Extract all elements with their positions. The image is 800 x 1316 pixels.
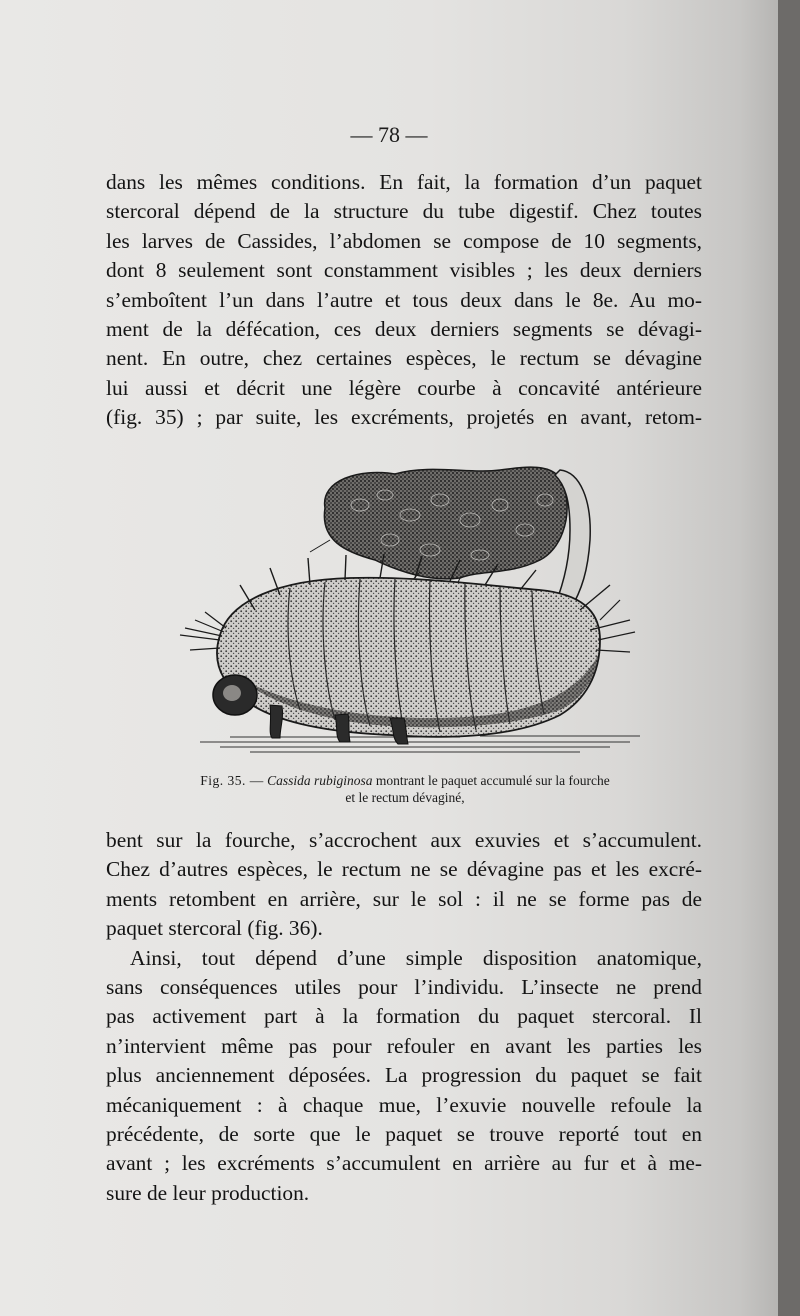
caption-species: Cassida rubiginosa [267, 773, 373, 788]
text-line: avant ; les excréments s’accumulent en arrière au fur et à me- [106, 1151, 702, 1176]
text-line: ments retombent en arrière, sur le sol : il ne se forme pas de [106, 886, 702, 911]
caption-line1: montrant le paquet accumulé sur la fourche [375, 773, 610, 788]
text-line: ment de la défécation, ces deux derniers segments se dévagi- [106, 317, 702, 342]
text-line: nent. En outre, chez certaines espèces, le rectum se dévagine [106, 346, 702, 371]
text-line: (fig. 35) ; par suite, les excréments, projetés en avant, retom- [106, 405, 702, 430]
text-line: Chez d’autres espèces, le rectum ne se dévagine pas et les excré- [106, 857, 702, 882]
text-line: lui aussi et décrit une légère courbe à concavité antérieure [106, 375, 702, 400]
figure-caption [100, 772, 710, 806]
text-line: les larves de Cassides, l’abdomen se compose de 10 segments, [106, 228, 702, 253]
figure-35 [160, 460, 660, 760]
text-line: Ainsi, tout dépend d’une simple disposition anatomique, [130, 945, 702, 970]
larva-with-fecal-packet-illustration [160, 460, 660, 760]
text-line: paquet stercoral (fig. 36). [106, 916, 323, 941]
text-line: plus anciennement déposées. La progression du paquet se fait [106, 1063, 702, 1088]
text-line: mécaniquement : à chaque mue, l’exuvie nouvelle refoule la [106, 1092, 702, 1117]
text-line: stercoral dépend de la structure du tube digestif. Chez toutes [106, 199, 702, 224]
text-line: sans conséquences utiles pour l’individu. L’insecte ne prend [106, 975, 702, 1000]
larva-head [213, 675, 257, 715]
text-line: bent sur la fourche, s’accrochent aux exuvies et s’accumulent. [106, 828, 702, 852]
ground-lines [200, 736, 640, 752]
text-line: n’intervient même pas pour refouler en avant les parties les [106, 1033, 702, 1058]
caption-label: Fig. 35. — [200, 773, 264, 788]
text-line: s’emboîtent l’un dans l’autre et tous deux dans le 8e. Au mo- [106, 287, 702, 312]
body-text-bottom [106, 826, 702, 1208]
caption-line2: et le rectum dévaginé, [345, 790, 465, 805]
body-text-top [106, 168, 702, 433]
text-line: sure de leur production. [106, 1180, 310, 1205]
text-line: dans les mêmes conditions. En fait, la formation d’un paquet [106, 170, 702, 194]
page-number: — 78 — [350, 122, 428, 147]
text-line: dont 8 seulement sont constamment visibles ; les deux derniers [106, 258, 702, 283]
text-line: précédente, de sorte que le paquet se trouve reporté tout en [106, 1122, 702, 1147]
text-line: pas activement part à la formation du paquet stercoral. Il [106, 1004, 702, 1029]
